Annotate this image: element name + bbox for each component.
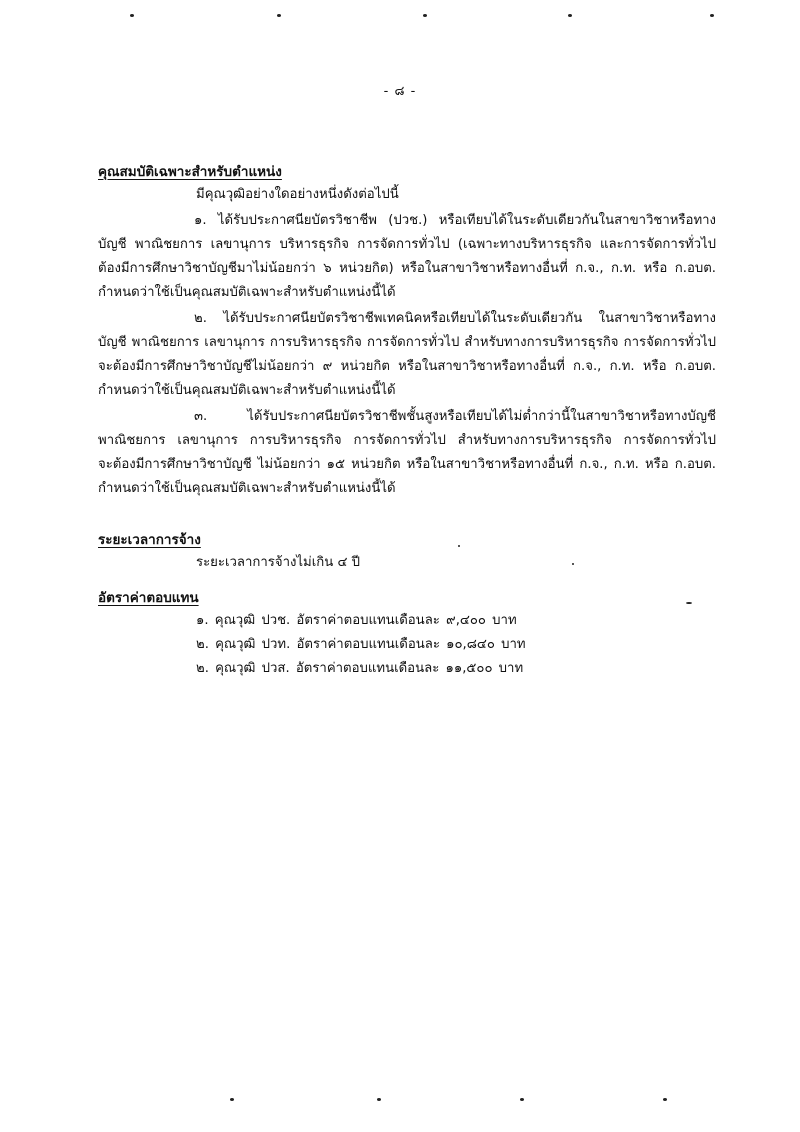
qualification-item-2-line-3: จะต้องมีการศึกษาวิชาบัญชีไม่น้อยกว่า ๙ หน่วยกิต หรือในสาขาวิชาหรือทางอื่นที่ ก.จ., ก.ท. หรือ ก.อบต. — [98, 359, 716, 374]
scan-speck — [423, 14, 427, 17]
qualification-item-1-line-2: บัญชี พาณิชยการ เลขานุการ บริหารธุรกิจ การจัดการทั่วไป (เฉพาะทางบริหารธุรกิจ และการจัดการทั่วไป — [98, 237, 716, 252]
qualification-item-3-line-3: จะต้องมีการศึกษาวิชาบัญชี ไม่น้อยกว่า ๑๕ หน่วยกิต หรือในสาขาวิชาหรือทางอื่นที่ ก.จ., ก.ท. หรือ ก.อบต. — [98, 457, 716, 472]
scan-speck — [277, 14, 281, 17]
compensation-row: ๒. คุณวุฒิ ปวส. อัตราค่าตอบแทนเดือนละ ๑๑,๕๐๐ บาท — [196, 661, 524, 676]
scan-speck — [130, 14, 134, 17]
scan-speck — [458, 545, 460, 547]
qualification-item-3-line-1: ๓. ได้รับประกาศนียบัตรวิชาชีพชั้นสูงหรือเทียบได้ไม่ต่ำกว่านี้ในสาขาวิชาหรือทางบัญชี — [194, 409, 716, 424]
compensation-row: ๑. คุณวุฒิ ปวช. อัตราค่าตอบแทนเดือนละ ๙,๔๐๐ บาท — [196, 613, 517, 628]
qualifications-heading: คุณสมบัติเฉพาะสำหรับตำแหน่ง — [98, 164, 282, 180]
scan-speck — [230, 1098, 234, 1101]
qualification-item-1-line-4: กำหนดว่าใช้เป็นคุณสมบัติเฉพาะสำหรับตำแหน่งนี้ได้ — [98, 285, 396, 300]
qualification-item-2-line-2: บัญชี พาณิชยการ เลขานุการ การบริหารธุรกิจ การจัดการทั่วไป สำหรับทางการบริหารธุรกิจ การจัดการทั่วไป — [98, 335, 716, 350]
employment-period-heading: ระยะเวลาการจ้าง — [98, 532, 201, 548]
scan-speck — [572, 563, 574, 565]
qualification-item-3-line-4: กำหนดว่าใช้เป็นคุณสมบัติเฉพาะสำหรับตำแหน่งนี้ได้ — [98, 481, 396, 496]
qualification-item-3-line-2: พาณิชยการ เลขานุการ การบริหารธุรกิจ การจัดการทั่วไป สำหรับทางการบริหารธุรกิจ การจัดการทั่วไป — [98, 433, 716, 448]
scan-speck — [710, 14, 714, 17]
qualifications-intro: มีคุณวุฒิอย่างใดอย่างหนึ่งดังต่อไปนี้ — [196, 187, 399, 202]
page-number: - ๘ - — [383, 84, 417, 99]
qualification-item-1-line-1: ๑. ได้รับประกาศนียบัตรวิชาชีพ (ปวช.) หรือเทียบได้ในระดับเดียวกันในสาขาวิชาหรือทาง — [194, 213, 716, 228]
employment-period-text: ระยะเวลาการจ้างไม่เกิน ๔ ปี — [196, 555, 360, 570]
scan-speck — [520, 1098, 524, 1101]
compensation-heading: อัตราค่าตอบแทน — [98, 590, 199, 606]
scan-speck — [377, 1098, 381, 1101]
scan-speck — [568, 14, 572, 17]
qualification-item-2-line-4: กำหนดว่าใช้เป็นคุณสมบัติเฉพาะสำหรับตำแหน่งนี้ได้ — [98, 383, 396, 398]
qualification-item-2-line-1: ๒. ได้รับประกาศนียบัตรวิชาชีพเทคนิคหรือเทียบได้ในระดับเดียวกัน ในสาขาวิชาหรือทาง — [194, 311, 716, 326]
compensation-row: ๒. คุณวุฒิ ปวท. อัตราค่าตอบแทนเดือนละ ๑๐,๘๔๐ บาท — [196, 637, 526, 652]
scan-speck — [663, 1098, 667, 1101]
qualification-item-1-line-3: ต้องมีการศึกษาวิชาบัญชีมาไม่น้อยกว่า ๖ หน่วยกิต) หรือในสาขาวิชาหรือทางอื่นที่ ก.จ., ก.ท. หรือ ก.อบต. — [98, 261, 716, 276]
scan-speck — [686, 602, 692, 604]
